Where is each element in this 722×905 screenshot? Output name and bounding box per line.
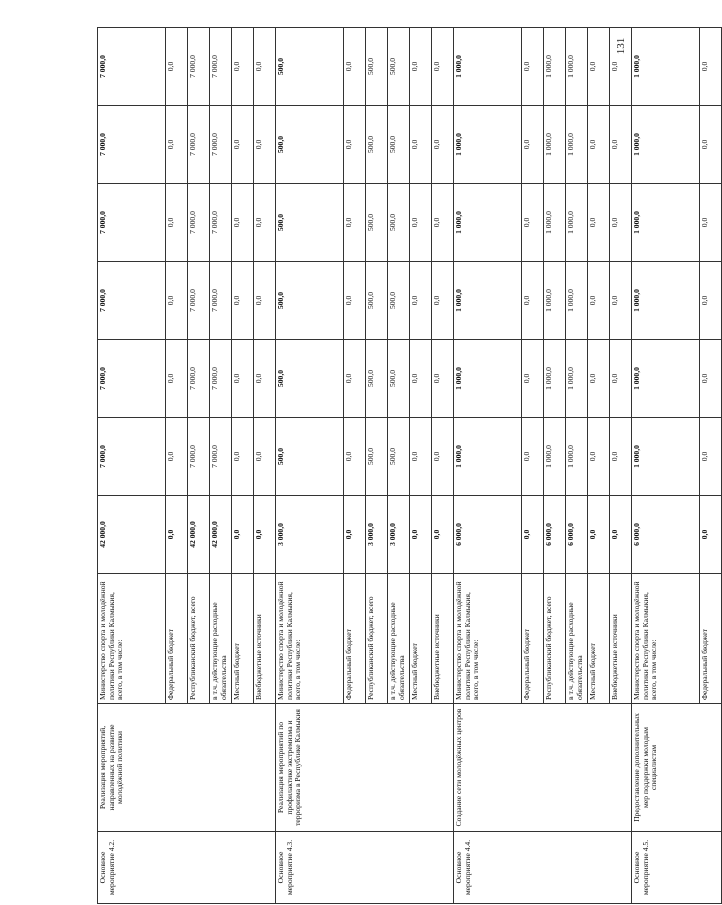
amount-year: 0,0 [588, 418, 610, 496]
amount-year: 7 000,0 [210, 418, 232, 496]
amount-year: 1 000,0 [566, 340, 588, 418]
amount-year: 1 000,0 [632, 262, 700, 340]
table-row [454, 28, 522, 904]
amount-year: 0,0 [344, 418, 366, 496]
funding-source: Федеральный бюджет [344, 574, 366, 704]
table-rotator [97, 28, 709, 904]
amount-year: 1 000,0 [632, 418, 700, 496]
amount-total: 42 000,0 [98, 496, 166, 574]
amount-year: 0,0 [522, 340, 544, 418]
funding-source: в т.ч. действующие расходные обязательства [388, 574, 410, 704]
amount-year: 0,0 [522, 28, 544, 106]
amount-year: 1 000,0 [632, 106, 700, 184]
funding-source: Министерство спорта и молодёжной политики Республики Калмыкия, всего, в том числе: [632, 574, 700, 704]
funding-source: в т.ч. действующие расходные обязательства [210, 574, 232, 704]
measure-code: Основное мероприятие 4.5. [632, 832, 722, 904]
funding-source: Внебюджетные источники [610, 574, 632, 704]
amount-year: 0,0 [700, 418, 722, 496]
funding-source: Министерство спорта и молодёжной политики Республики Калмыкия, всего, в том числе: [454, 574, 522, 704]
budget-table-body [98, 28, 722, 904]
amount-year: 1 000,0 [454, 28, 522, 106]
amount-year: 1 000,0 [544, 262, 566, 340]
amount-year: 500,0 [388, 418, 410, 496]
amount-year: 7 000,0 [210, 262, 232, 340]
funding-source: Федеральный бюджет [522, 574, 544, 704]
amount-total: 6 000,0 [544, 496, 566, 574]
amount-year: 0,0 [344, 340, 366, 418]
amount-year: 7 000,0 [98, 184, 166, 262]
amount-year: 0,0 [254, 418, 276, 496]
amount-year: 0,0 [610, 262, 632, 340]
amount-year: 0,0 [232, 418, 254, 496]
amount-year: 1 000,0 [544, 184, 566, 262]
amount-year: 1 000,0 [454, 418, 522, 496]
amount-year: 500,0 [388, 262, 410, 340]
amount-year: 0,0 [700, 106, 722, 184]
amount-year: 500,0 [366, 418, 388, 496]
amount-year: 7 000,0 [188, 262, 210, 340]
amount-year: 7 000,0 [210, 28, 232, 106]
amount-year: 1 000,0 [632, 184, 700, 262]
amount-year: 0,0 [610, 106, 632, 184]
amount-year: 7 000,0 [210, 106, 232, 184]
amount-year: 7 000,0 [188, 106, 210, 184]
amount-year: 0,0 [166, 106, 188, 184]
funding-source: Внебюджетные источники [254, 574, 276, 704]
amount-year: 1 000,0 [454, 184, 522, 262]
amount-total: 42 000,0 [210, 496, 232, 574]
table-row [98, 28, 166, 904]
amount-year: 0,0 [610, 184, 632, 262]
amount-year: 0,0 [610, 418, 632, 496]
amount-year: 0,0 [254, 340, 276, 418]
amount-year: 0,0 [166, 340, 188, 418]
amount-year: 0,0 [254, 106, 276, 184]
page-number: 131 [615, 37, 627, 55]
amount-total: 0,0 [254, 496, 276, 574]
amount-year: 0,0 [344, 28, 366, 106]
funding-source: Местный бюджет [232, 574, 254, 704]
amount-year: 0,0 [232, 106, 254, 184]
amount-year: 0,0 [432, 28, 454, 106]
amount-year: 0,0 [166, 184, 188, 262]
amount-year: 0,0 [588, 106, 610, 184]
amount-year: 0,0 [522, 184, 544, 262]
amount-total: 42 000,0 [188, 496, 210, 574]
amount-year: 0,0 [588, 340, 610, 418]
funding-source: Республиканский бюджет, всего [188, 574, 210, 704]
amount-year: 0,0 [432, 106, 454, 184]
amount-year: 0,0 [410, 28, 432, 106]
amount-year: 0,0 [588, 184, 610, 262]
amount-year: 500,0 [388, 106, 410, 184]
amount-year: 7 000,0 [188, 340, 210, 418]
amount-year: 0,0 [700, 28, 722, 106]
amount-year: 500,0 [276, 106, 344, 184]
amount-year: 7 000,0 [98, 418, 166, 496]
amount-total: 6 000,0 [632, 496, 700, 574]
amount-year: 500,0 [366, 106, 388, 184]
amount-year: 0,0 [410, 418, 432, 496]
amount-year: 1 000,0 [566, 262, 588, 340]
amount-year: 0,0 [432, 418, 454, 496]
amount-year: 0,0 [432, 262, 454, 340]
amount-total: 0,0 [432, 496, 454, 574]
amount-year: 1 000,0 [632, 28, 700, 106]
measure-name: Реализация мероприятий по профилактике экстремизма и терроризма в Республике Калмыкия [276, 704, 454, 832]
amount-total: 0,0 [700, 496, 722, 574]
amount-year: 1 000,0 [454, 106, 522, 184]
amount-year: 1 000,0 [454, 340, 522, 418]
amount-year: 7 000,0 [98, 262, 166, 340]
amount-year: 0,0 [232, 184, 254, 262]
amount-year: 0,0 [232, 28, 254, 106]
amount-year: 7 000,0 [98, 340, 166, 418]
amount-year: 500,0 [276, 28, 344, 106]
amount-year: 0,0 [254, 262, 276, 340]
measure-code: Основное мероприятие 4.3. [276, 832, 454, 904]
amount-year: 0,0 [410, 262, 432, 340]
amount-year: 0,0 [344, 184, 366, 262]
amount-year: 1 000,0 [566, 106, 588, 184]
amount-year: 0,0 [410, 184, 432, 262]
funding-source: Республиканский бюджет, всего [366, 574, 388, 704]
amount-year: 500,0 [366, 28, 388, 106]
amount-total: 3 000,0 [276, 496, 344, 574]
amount-year: 7 000,0 [210, 340, 232, 418]
measure-name: Предоставление дополнительных мер поддержки молодым специалистам [632, 704, 722, 832]
table-row [632, 28, 700, 904]
amount-year: 0,0 [522, 262, 544, 340]
funding-source: Местный бюджет [588, 574, 610, 704]
measure-code: Основное мероприятие 4.4. [454, 832, 632, 904]
amount-year: 7 000,0 [98, 28, 166, 106]
amount-total: 3 000,0 [366, 496, 388, 574]
amount-year: 0,0 [166, 262, 188, 340]
amount-total: 0,0 [588, 496, 610, 574]
amount-total: 0,0 [166, 496, 188, 574]
funding-source: Министерство спорта и молодёжной политики Республики Калмыкия, всего, в том числе: [276, 574, 344, 704]
measure-code: Основное мероприятие 4.2. [98, 832, 276, 904]
budget-table [97, 27, 722, 904]
amount-year: 7 000,0 [98, 106, 166, 184]
amount-year: 1 000,0 [544, 418, 566, 496]
amount-year: 0,0 [232, 262, 254, 340]
amount-year: 1 000,0 [544, 106, 566, 184]
amount-year: 500,0 [366, 262, 388, 340]
amount-year: 1 000,0 [544, 340, 566, 418]
amount-year: 500,0 [388, 184, 410, 262]
amount-year: 0,0 [432, 340, 454, 418]
funding-source: Министерство спорта и молодёжной политики Республики Калмыкия, всего, в том числе: [98, 574, 166, 704]
amount-year: 0,0 [344, 262, 366, 340]
measure-name: Создание сети молодёжных центров [454, 704, 632, 832]
amount-year: 1 000,0 [566, 418, 588, 496]
amount-year: 1 000,0 [566, 28, 588, 106]
amount-year: 500,0 [366, 340, 388, 418]
amount-year: 500,0 [276, 184, 344, 262]
amount-year: 7 000,0 [188, 184, 210, 262]
amount-year: 1 000,0 [632, 340, 700, 418]
amount-year: 0,0 [166, 418, 188, 496]
amount-year: 0,0 [232, 340, 254, 418]
amount-year: 0,0 [254, 184, 276, 262]
amount-year: 0,0 [588, 262, 610, 340]
funding-source: Федеральный бюджет [166, 574, 188, 704]
table-row [276, 28, 344, 904]
amount-year: 0,0 [522, 106, 544, 184]
amount-year: 1 000,0 [454, 262, 522, 340]
amount-year: 0,0 [254, 28, 276, 106]
amount-year: 7 000,0 [210, 184, 232, 262]
amount-total: 0,0 [232, 496, 254, 574]
amount-year: 0,0 [610, 28, 632, 106]
amount-year: 0,0 [700, 184, 722, 262]
amount-year: 0,0 [410, 106, 432, 184]
amount-total: 0,0 [410, 496, 432, 574]
amount-year: 7 000,0 [188, 418, 210, 496]
amount-year: 500,0 [388, 340, 410, 418]
amount-year: 0,0 [588, 28, 610, 106]
amount-year: 0,0 [344, 106, 366, 184]
amount-total: 0,0 [610, 496, 632, 574]
amount-total: 0,0 [522, 496, 544, 574]
amount-year: 1 000,0 [544, 28, 566, 106]
funding-source: Федеральный бюджет [700, 574, 722, 704]
amount-year: 0,0 [700, 262, 722, 340]
funding-source: Республиканский бюджет, всего [544, 574, 566, 704]
funding-source: в т.ч. действующие расходные обязательства [566, 574, 588, 704]
amount-total: 0,0 [344, 496, 366, 574]
amount-year: 0,0 [432, 184, 454, 262]
amount-year: 0,0 [410, 340, 432, 418]
amount-year: 500,0 [366, 184, 388, 262]
funding-source: Внебюджетные источники [432, 574, 454, 704]
amount-year: 7 000,0 [188, 28, 210, 106]
amount-year: 0,0 [700, 340, 722, 418]
amount-year: 500,0 [276, 340, 344, 418]
amount-year: 0,0 [610, 340, 632, 418]
amount-year: 500,0 [276, 418, 344, 496]
amount-year: 1 000,0 [566, 184, 588, 262]
funding-source: Местный бюджет [410, 574, 432, 704]
amount-year: 0,0 [522, 418, 544, 496]
amount-year: 0,0 [166, 28, 188, 106]
amount-year: 500,0 [388, 28, 410, 106]
amount-total: 6 000,0 [566, 496, 588, 574]
amount-total: 3 000,0 [388, 496, 410, 574]
amount-year: 500,0 [276, 262, 344, 340]
measure-name: Реализация мероприятий, направленных на развитие молодёжной политики [98, 704, 276, 832]
amount-total: 6 000,0 [454, 496, 522, 574]
